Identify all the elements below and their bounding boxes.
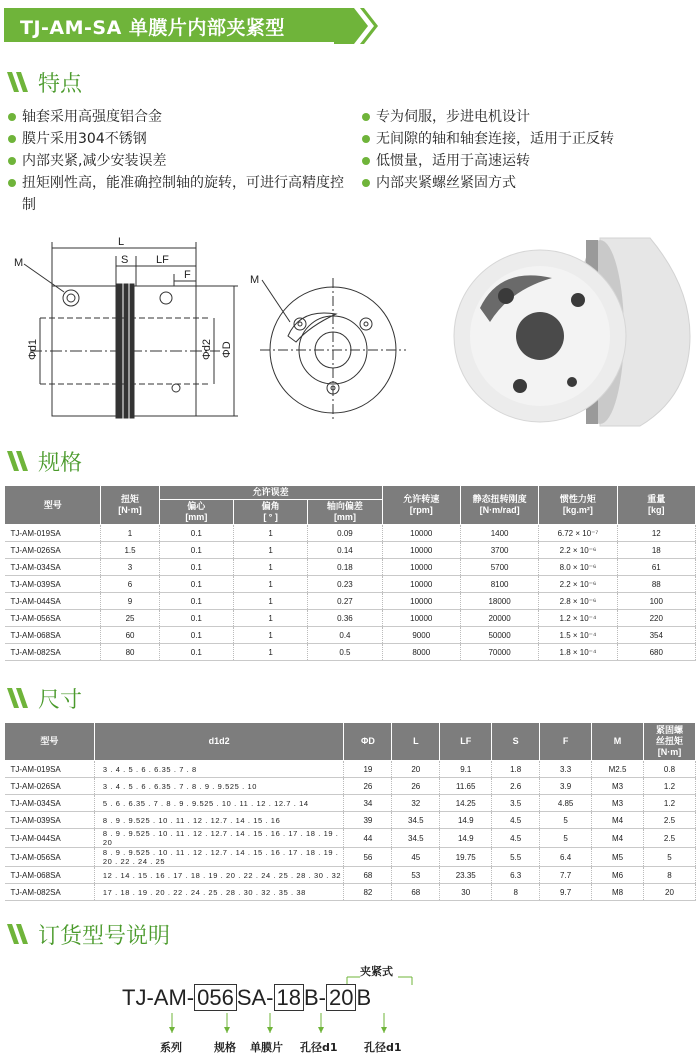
cell-F: 4.85 xyxy=(540,795,592,812)
cell-angle: 1 xyxy=(233,593,307,610)
cell-model: TJ-AM-068SA xyxy=(5,867,95,884)
features-title: 特点 xyxy=(38,71,83,97)
col-D: ΦD xyxy=(344,723,392,761)
feature-item: 无间隙的轴和轴套连接，适用于正反转 xyxy=(362,128,692,150)
cell-model: TJ-AM-039SA xyxy=(5,576,101,593)
cell-axial: 0.18 xyxy=(308,559,382,576)
cell-d1d2: 8 . 9 . 9.525 . 10 . 11 . 12 . 12.7 . 14 . 15 . 16 . 17 . 18 . 19 . 20 . 22 . 24 . 25 xyxy=(94,848,344,867)
cell-angle: 1 xyxy=(233,542,307,559)
features-left-column xyxy=(8,106,353,216)
cell-T: 1.2 xyxy=(643,795,695,812)
cell-F: 5 xyxy=(540,829,592,848)
cell-model: TJ-AM-026SA xyxy=(5,778,95,795)
cell-torque: 9 xyxy=(101,593,159,610)
label-d2: Φd2 xyxy=(201,338,213,360)
cell-inertia: 2.2 × 10⁻⁶ xyxy=(539,542,617,559)
cell-L: 20 xyxy=(392,761,440,778)
col-speed: 允许转速 [rpm] xyxy=(382,486,460,525)
cell-M: M2.5 xyxy=(592,761,644,778)
dimension-row xyxy=(5,884,696,901)
cell-ecc: 0.1 xyxy=(159,559,233,576)
cell-LF: 14.9 xyxy=(440,812,492,829)
col-d1d2: d1d2 xyxy=(94,723,344,761)
cell-M: M4 xyxy=(592,812,644,829)
cell-D: 26 xyxy=(344,778,392,795)
cell-LF: 19.75 xyxy=(440,848,492,867)
cell-F: 6.4 xyxy=(540,848,592,867)
cell-angle: 1 xyxy=(233,644,307,661)
cell-M: M4 xyxy=(592,829,644,848)
section-bars-icon xyxy=(6,449,32,473)
spec-row xyxy=(5,610,696,627)
cell-model: TJ-AM-039SA xyxy=(5,812,95,829)
section-bars-icon xyxy=(6,686,32,710)
order-code-diagram xyxy=(0,955,700,1055)
cell-d1d2: 17 . 18 . 19 . 20 . 22 . 24 . 25 . 28 . 30 . 32 . 35 . 38 xyxy=(94,884,344,901)
cell-M: M5 xyxy=(592,848,644,867)
cell-angle: 1 xyxy=(233,627,307,644)
bullet-icon xyxy=(362,113,370,121)
specs-heading xyxy=(6,447,82,475)
cell-L: 45 xyxy=(392,848,440,867)
spec-row xyxy=(5,644,696,661)
cell-S: 8 xyxy=(492,884,540,901)
cell-weight: 61 xyxy=(617,559,695,576)
cell-ecc: 0.1 xyxy=(159,525,233,542)
title-banner xyxy=(4,4,376,48)
cell-model: TJ-AM-044SA xyxy=(5,593,101,610)
cell-T: 2.5 xyxy=(643,829,695,848)
dimension-row xyxy=(5,778,696,795)
d2-box: 20 xyxy=(326,984,356,1011)
cell-LF: 23.35 xyxy=(440,867,492,884)
feature-item: 内部夹紧,减少安装误差 xyxy=(8,150,353,172)
cell-LF: 14.25 xyxy=(440,795,492,812)
dimension-row xyxy=(5,848,696,867)
cell-axial: 0.09 xyxy=(308,525,382,542)
cell-inertia: 2.2 × 10⁻⁶ xyxy=(539,576,617,593)
cell-stiff: 8100 xyxy=(460,576,538,593)
col-axial: 轴向偏差 [mm] xyxy=(308,500,382,525)
bullet-icon xyxy=(362,135,370,143)
cell-speed: 10000 xyxy=(382,593,460,610)
cell-speed: 10000 xyxy=(382,559,460,576)
cell-torque: 3 xyxy=(101,559,159,576)
cell-T: 8 xyxy=(643,867,695,884)
section-bars-icon xyxy=(6,922,32,946)
cell-D: 34 xyxy=(344,795,392,812)
cell-S: 3.5 xyxy=(492,795,540,812)
cell-L: 32 xyxy=(392,795,440,812)
cell-model: TJ-AM-082SA xyxy=(5,884,95,901)
cell-stiff: 70000 xyxy=(460,644,538,661)
col-model: 型号 xyxy=(5,723,95,761)
cell-T: 1.2 xyxy=(643,778,695,795)
ordering-heading xyxy=(6,920,170,948)
col-weight: 重量 [kg] xyxy=(617,486,695,525)
cell-inertia: 2.8 × 10⁻⁶ xyxy=(539,593,617,610)
cell-LF: 14.9 xyxy=(440,829,492,848)
size-box: 056 xyxy=(194,984,237,1011)
cell-D: 56 xyxy=(344,848,392,867)
feature-item: 专为伺服，步进电机设计 xyxy=(362,106,692,128)
col-eccentric: 偏心 [mm] xyxy=(159,500,233,525)
cell-D: 44 xyxy=(344,829,392,848)
cell-d1d2: 5 . 6 . 6.35 . 7 . 8 . 9 . 9.525 . 10 . 11 . 12 . 12.7 . 14 xyxy=(94,795,344,812)
cell-M: M6 xyxy=(592,867,644,884)
cell-M: M8 xyxy=(592,884,644,901)
cell-weight: 12 xyxy=(617,525,695,542)
col-model: 型号 xyxy=(5,486,101,525)
label-L: L xyxy=(118,236,125,248)
cell-M: M3 xyxy=(592,778,644,795)
spec-row xyxy=(5,627,696,644)
spec-row xyxy=(5,593,696,610)
cell-L: 34.5 xyxy=(392,829,440,848)
dimension-row xyxy=(5,867,696,884)
cell-model: TJ-AM-034SA xyxy=(5,795,95,812)
cell-stiff: 20000 xyxy=(460,610,538,627)
cell-stiff: 3700 xyxy=(460,542,538,559)
cell-inertia: 1.8 × 10⁻⁴ xyxy=(539,644,617,661)
spec-row xyxy=(5,559,696,576)
cell-F: 7.7 xyxy=(540,867,592,884)
feature-item: 低惯量，适用于高速运转 xyxy=(362,150,692,172)
d1-box: 18 xyxy=(274,984,304,1011)
label-M: M xyxy=(14,257,24,269)
cell-M: M3 xyxy=(592,795,644,812)
cell-torque: 25 xyxy=(101,610,159,627)
dimension-row xyxy=(5,761,696,778)
cell-torque: 6 xyxy=(101,576,159,593)
label-F: F xyxy=(184,269,191,281)
cell-weight: 220 xyxy=(617,610,695,627)
cell-T: 0.8 xyxy=(643,761,695,778)
cell-speed: 10000 xyxy=(382,610,460,627)
cell-ecc: 0.1 xyxy=(159,593,233,610)
cell-inertia: 6.72 × 10⁻⁷ xyxy=(539,525,617,542)
col-angle: 偏角 [ ° ] xyxy=(233,500,307,525)
cell-angle: 1 xyxy=(233,610,307,627)
label-D: ΦD xyxy=(221,341,233,358)
cell-angle: 1 xyxy=(233,559,307,576)
feature-item: 内部夹紧螺丝紧固方式 xyxy=(362,172,692,194)
cell-ecc: 0.1 xyxy=(159,576,233,593)
cell-weight: 18 xyxy=(617,542,695,559)
cell-D: 68 xyxy=(344,867,392,884)
cell-D: 39 xyxy=(344,812,392,829)
spec-row xyxy=(5,525,696,542)
dimensions-heading xyxy=(6,684,82,712)
cell-LF: 9.1 xyxy=(440,761,492,778)
cell-torque: 60 xyxy=(101,627,159,644)
cell-D: 19 xyxy=(344,761,392,778)
col-L: L xyxy=(392,723,440,761)
dimensions-title: 尺寸 xyxy=(38,687,83,713)
cell-S: 5.5 xyxy=(492,848,540,867)
cell-T: 5 xyxy=(643,848,695,867)
cell-d1d2: 8 . 9 . 9.525 . 10 . 11 . 12 . 12.7 . 14 . 15 . 16 . 17 . 18 . 19 . 20 xyxy=(94,829,344,848)
banner-arrow-icon xyxy=(334,4,378,48)
cell-L: 34.5 xyxy=(392,812,440,829)
cell-weight: 354 xyxy=(617,627,695,644)
cell-stiff: 18000 xyxy=(460,593,538,610)
cell-torque: 80 xyxy=(101,644,159,661)
cell-speed: 10000 xyxy=(382,576,460,593)
dimension-row xyxy=(5,829,696,848)
bullet-icon xyxy=(8,135,16,143)
col-allowable: 允许误差 xyxy=(159,486,382,500)
cell-weight: 88 xyxy=(617,576,695,593)
cell-model: TJ-AM-068SA xyxy=(5,627,101,644)
cell-d1d2: 8 . 9 . 9.525 . 10 . 11 . 12 . 12.7 . 14 . 15 . 16 xyxy=(94,812,344,829)
cell-S: 2.6 xyxy=(492,778,540,795)
label-S: S xyxy=(121,254,129,266)
bullet-icon xyxy=(8,179,16,187)
cell-ecc: 0.1 xyxy=(159,627,233,644)
cell-inertia: 1.5 × 10⁻⁴ xyxy=(539,627,617,644)
bullet-icon xyxy=(8,113,16,121)
cell-weight: 100 xyxy=(617,593,695,610)
cell-model: TJ-AM-056SA xyxy=(5,610,101,627)
spec-row xyxy=(5,542,696,559)
ordering-title: 订货型号说明 xyxy=(38,923,171,949)
cell-axial: 0.5 xyxy=(308,644,382,661)
bullet-icon xyxy=(8,157,16,165)
cell-speed: 8000 xyxy=(382,644,460,661)
cell-axial: 0.23 xyxy=(308,576,382,593)
cell-ecc: 0.1 xyxy=(159,644,233,661)
label-bore-d1: 孔径d1 xyxy=(300,1041,338,1054)
cell-L: 53 xyxy=(392,867,440,884)
cell-T: 2.5 xyxy=(643,812,695,829)
cell-LF: 11.65 xyxy=(440,778,492,795)
side-view-drawing xyxy=(24,242,238,418)
product-photo xyxy=(436,226,696,438)
cell-model: TJ-AM-082SA xyxy=(5,644,101,661)
technical-drawings xyxy=(0,226,700,438)
spec-table xyxy=(4,485,696,661)
col-M: M xyxy=(592,723,644,761)
page-title: TJ-AM-SA 单膜片内部夹紧型 xyxy=(20,17,285,39)
label-bore-d2: 孔径d1 xyxy=(364,1041,402,1054)
label-single-diaphragm: 单膜片 xyxy=(250,1041,283,1054)
front-view-drawing xyxy=(260,278,406,422)
label-M-front: M xyxy=(250,274,260,286)
feature-item: 膜片采用304不锈钢 xyxy=(8,128,353,150)
features-right-column xyxy=(362,106,692,194)
col-stiffness: 静态扭转刚度 [N·m/rad] xyxy=(460,486,538,525)
cell-ecc: 0.1 xyxy=(159,542,233,559)
cell-F: 9.7 xyxy=(540,884,592,901)
col-torque: 扭矩 [N·m] xyxy=(101,486,159,525)
dimension-table xyxy=(4,722,696,901)
cell-weight: 680 xyxy=(617,644,695,661)
cell-angle: 1 xyxy=(233,525,307,542)
cell-d1d2: 3 . 4 . 5 . 6 . 6.35 . 7 . 8 xyxy=(94,761,344,778)
cell-S: 6.3 xyxy=(492,867,540,884)
label-LF: LF xyxy=(156,254,169,266)
cell-angle: 1 xyxy=(233,576,307,593)
cell-axial: 0.14 xyxy=(308,542,382,559)
dimension-row xyxy=(5,795,696,812)
col-LF: LF xyxy=(440,723,492,761)
cell-d1d2: 3 . 4 . 5 . 6 . 6.35 . 7 . 8 . 9 . 9.525 . 10 xyxy=(94,778,344,795)
cell-model: TJ-AM-019SA xyxy=(5,761,95,778)
dimension-row xyxy=(5,812,696,829)
cell-model: TJ-AM-044SA xyxy=(5,829,95,848)
feature-item: 扭矩刚性高，能准确控制轴的旋转，可进行高精度控制 xyxy=(8,172,353,216)
spec-row xyxy=(5,576,696,593)
cell-D: 82 xyxy=(344,884,392,901)
cell-ecc: 0.1 xyxy=(159,610,233,627)
cell-stiff: 1400 xyxy=(460,525,538,542)
col-S: S xyxy=(492,723,540,761)
cell-S: 1.8 xyxy=(492,761,540,778)
col-screw-torque: 紧固螺 丝扭矩 [N·m] xyxy=(643,723,695,761)
cell-F: 3.3 xyxy=(540,761,592,778)
cell-torque: 1.5 xyxy=(101,542,159,559)
cell-axial: 0.27 xyxy=(308,593,382,610)
cell-stiff: 5700 xyxy=(460,559,538,576)
label-d1: Φd1 xyxy=(27,338,39,360)
section-bars-icon xyxy=(6,70,32,94)
cell-L: 26 xyxy=(392,778,440,795)
cell-model: TJ-AM-019SA xyxy=(5,525,101,542)
feature-item: 轴套采用高强度铝合金 xyxy=(8,106,353,128)
cell-L: 68 xyxy=(392,884,440,901)
cell-F: 5 xyxy=(540,812,592,829)
cell-model: TJ-AM-056SA xyxy=(5,848,95,867)
cell-d1d2: 12 . 14 . 15 . 16 . 17 . 18 . 19 . 20 . 22 . 24 . 25 . 28 . 30 . 32 xyxy=(94,867,344,884)
cell-model: TJ-AM-034SA xyxy=(5,559,101,576)
cell-axial: 0.36 xyxy=(308,610,382,627)
col-inertia: 惯性力矩 [kg.m²] xyxy=(539,486,617,525)
cell-axial: 0.4 xyxy=(308,627,382,644)
cell-inertia: 8.0 × 10⁻⁶ xyxy=(539,559,617,576)
specs-title: 规格 xyxy=(38,450,83,476)
cell-model: TJ-AM-026SA xyxy=(5,542,101,559)
cell-stiff: 50000 xyxy=(460,627,538,644)
cell-speed: 10000 xyxy=(382,542,460,559)
cell-speed: 10000 xyxy=(382,525,460,542)
features-heading xyxy=(6,68,82,96)
cell-inertia: 1.2 × 10⁻⁴ xyxy=(539,610,617,627)
cell-T: 20 xyxy=(643,884,695,901)
col-F: F xyxy=(540,723,592,761)
bullet-icon xyxy=(362,179,370,187)
cell-speed: 9000 xyxy=(382,627,460,644)
cell-F: 3.9 xyxy=(540,778,592,795)
cell-LF: 30 xyxy=(440,884,492,901)
label-size: 规格 xyxy=(214,1041,236,1054)
cell-S: 4.5 xyxy=(492,829,540,848)
order-code: TJ-AM- 056 SA- 18 B- 20 B xyxy=(122,985,372,1010)
cell-torque: 1 xyxy=(101,525,159,542)
bullet-icon xyxy=(362,157,370,165)
clamp-type-label: 夹紧式 xyxy=(360,965,393,978)
cell-S: 4.5 xyxy=(492,812,540,829)
label-series: 系列 xyxy=(160,1041,182,1054)
